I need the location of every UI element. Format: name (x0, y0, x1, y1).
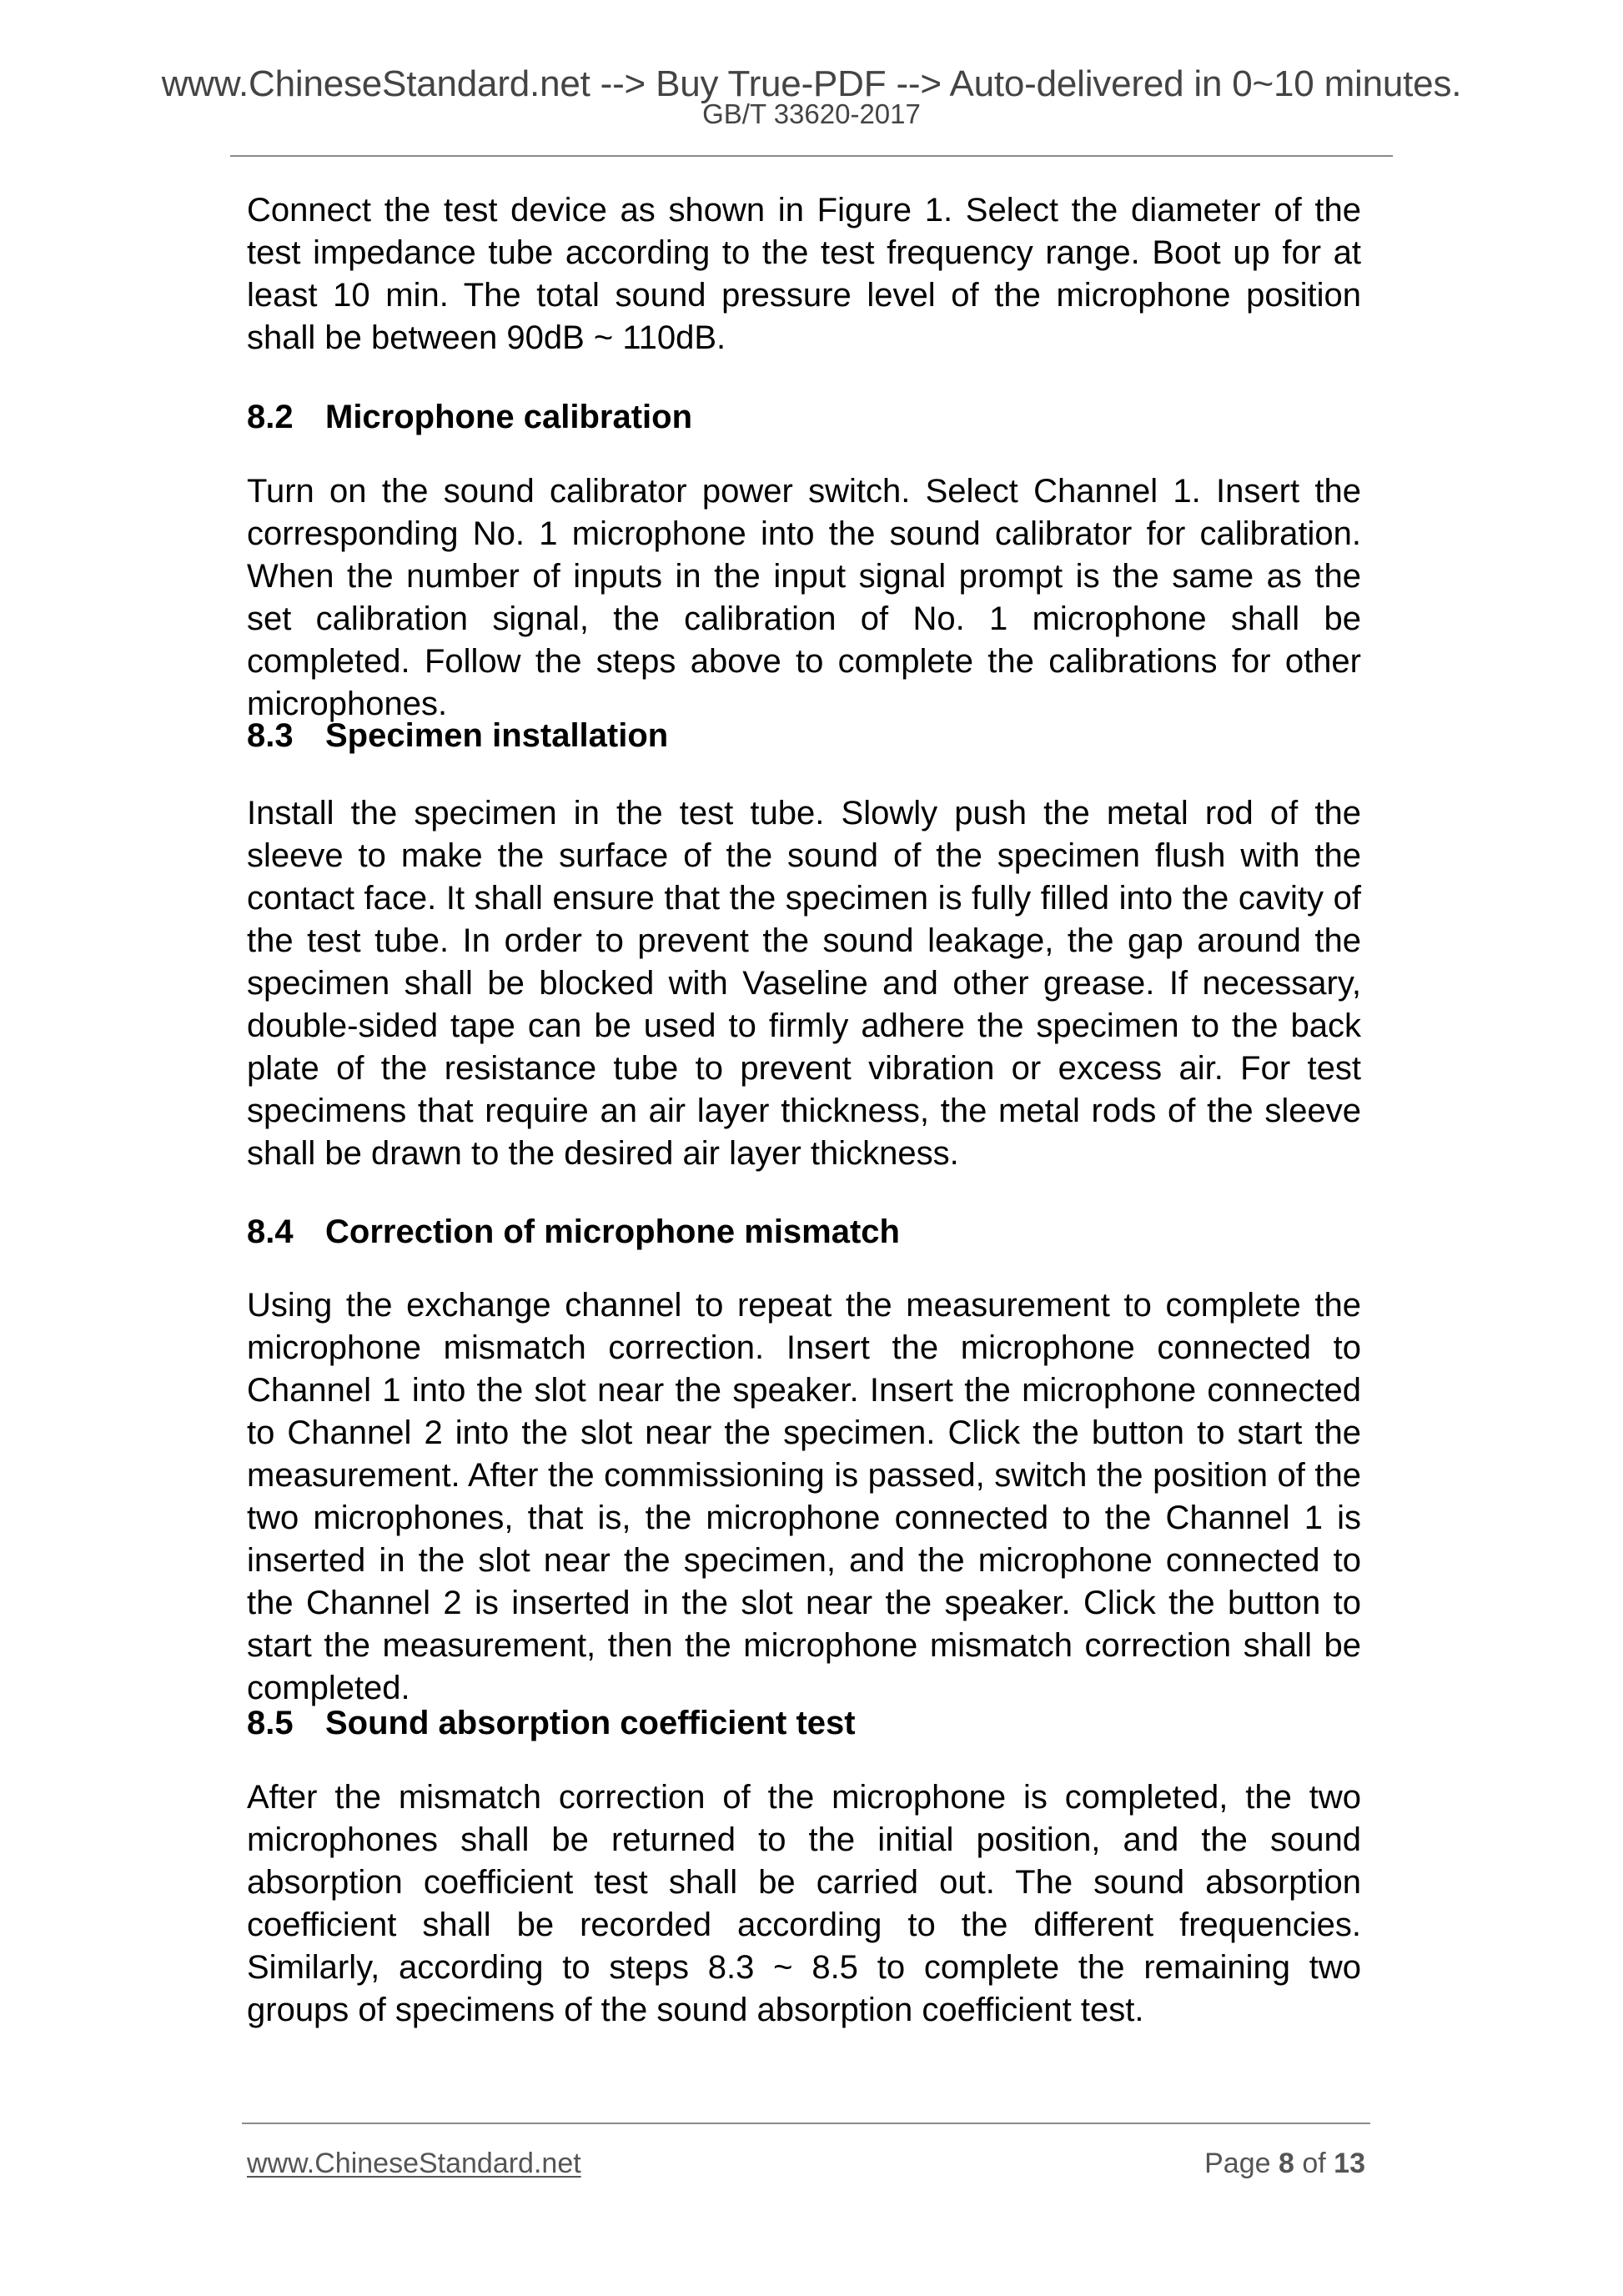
section-paragraph-8-5: After the mismatch correction of the microphone is completed, the two microphones shall be returned to the initial position, and the sound absorption coefficient test shall be carried out. The sound absorption coefficient shall be recorded according to the different frequencies. Similarly, according to steps 8.3 ~ 8.5 to complete the remaining two groups of specimens of the sound absorption coefficient test. (247, 1779, 1361, 2028)
section-title: Microphone calibration (325, 399, 693, 435)
section-heading-8-2 (247, 396, 1361, 439)
page-current: 8 (1278, 2148, 1294, 2179)
intro-paragraph: Connect the test device as shown in Figure 1. Select the diameter of the test impedance tube according to the test frequency range. Boot up for at least 10 min. The total sound pressure level of the microphone position shall be between 90dB ~ 110dB. (247, 192, 1361, 356)
section-paragraph-8-3: Install the specimen in the test tube. Slowly push the metal rod of the sleeve to make the surface of the sound of the specimen flush with the contact face. It shall ensure that the specimen is fully filled into the cavity of the test tube. In order to prevent the sound leakage, the gap around the specimen shall be blocked with Vaseline and other grease. If necessary, double-sided tape can be used to firmly adhere the specimen to the back plate of the resistance tube to prevent vibration or excess air. For test specimens that require an air layer thickness, the metal rods of the sleeve shall be drawn to the desired air layer thickness. (247, 795, 1361, 1172)
section-title: Sound absorption coefficient test (325, 1705, 856, 1741)
section-number: 8.2 (247, 399, 294, 435)
section-paragraph-8-2: Turn on the sound calibrator power switch. Select Channel 1. Insert the corresponding No. 1 microphone into the sound calibrator for calibration. When the number of inputs in the input signal prompt is the same as the set calibration signal, the calibration of No. 1 microphone shall be completed. Follow the steps above to complete the calibrations for other microphones. (247, 473, 1361, 722)
page-indicator (1204, 2147, 1365, 2180)
section-number: 8.5 (247, 1705, 294, 1741)
header-banner: www.ChineseStandard.net --> Buy True-PDF --> Auto-delivered in 0~10 minutes. (161, 63, 1462, 104)
section-heading-8-4 (247, 1211, 1361, 1254)
section-paragraph-8-4: Using the exchange channel to repeat the measurement to complete the microphone mismatch correction. Insert the microphone connected to Channel 1 into the slot near the speaker. Insert the microphone connected to Channel 2 into the slot near the specimen. Click the button to start the measurement. After the commissioning is passed, switch the position of the two microphones, that is, the microphone connected to the Channel 1 is inserted in the slot near the specimen, and the microphone connected to the Channel 2 is inserted in the slot near the speaker. Click the button to start the measurement, then the microphone mismatch correction shall be completed. (247, 1287, 1361, 1706)
page-of: of (1302, 2148, 1326, 2179)
header-divider (230, 155, 1393, 157)
section-title: Correction of microphone mismatch (325, 1213, 900, 1250)
footer-website-link[interactable]: www.ChineseStandard.net (247, 2148, 581, 2179)
footer-divider (242, 2123, 1370, 2124)
section-title: Specimen installation (325, 717, 669, 754)
page-prefix: Page (1204, 2148, 1271, 2179)
section-heading-8-3 (247, 715, 1361, 757)
section-number: 8.4 (247, 1213, 294, 1250)
section-number: 8.3 (247, 717, 294, 754)
section-heading-8-5 (247, 1702, 1361, 1745)
standard-id: GB/T 33620-2017 (702, 98, 921, 129)
page-total: 13 (1334, 2148, 1365, 2179)
